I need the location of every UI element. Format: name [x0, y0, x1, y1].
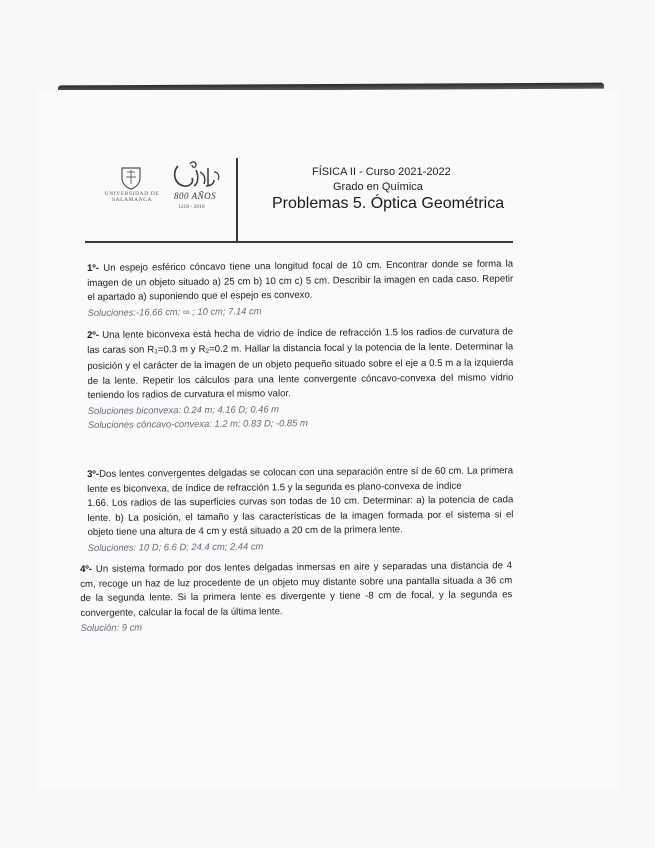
problem-3-statement-continued: 1.66. Los radios de las superficies curvas son todas de 10 cm. Determinar: a) la potencia de cada lente. b) La posición, el tamaño y las características de la imagen formada por el sistema si el objeto tiene una altura de 4 cm y está situado a 20 cm de la primera lente. — [87, 494, 514, 538]
problem-number: 4º- — [80, 563, 93, 575]
problem-text-part-a: Una lente biconvexa está hecha de vidrio de índice de refracción 1.5 los radios de curvatura de las caras son R — [87, 326, 514, 356]
problem-2-statement — [87, 325, 514, 403]
problem-4-statement — [80, 559, 512, 621]
problem-3-statement — [87, 464, 513, 497]
problem-4-solution: Solución: 9 cm — [80, 621, 143, 633]
course-title: FÍSICA II - Curso 2021-2022 — [312, 166, 451, 178]
anniversary-text: 800 AÑOS — [174, 191, 217, 201]
problem-1 — [87, 258, 514, 320]
header-vertical-divider — [236, 158, 238, 242]
anniversary-logo — [170, 160, 232, 220]
problem-2-solution-concave-convex: Soluciones cóncavo-convexa: 1.2 m; 0.83 D; -0.85 m — [87, 417, 308, 430]
problem-text-part-c: =0.2 m. Hallar la distancia focal y la potencia de la lente. Determinar la posición y el carácter de la imagen de un objeto pequeño situado sobre el eje a 0.5 m a la izquierda de la lente. Repetir los cálculos para una lente convergente cóncavo-convexa del mismo vidrio teniendo los radios de curvatura el mismo valor. — [87, 340, 514, 401]
problem-1-statement — [87, 258, 513, 306]
problem-4 — [80, 559, 513, 635]
header-horizontal-divider — [85, 241, 513, 243]
anniversary-emblem-icon — [170, 160, 232, 192]
university-seal-icon — [118, 166, 144, 190]
page-title: Problemas 5. Óptica Geométrica — [272, 195, 505, 212]
problem-3-solution: Soluciones: 10 D; 6.6 D; 24.4 cm; 2.44 cm — [87, 539, 264, 553]
anniversary-years: 1218 - 2018 — [178, 204, 205, 210]
problem-3 — [87, 464, 514, 555]
problem-1-solution: Soluciones:-16.66 cm; ∞ ; 10 cm; 7.14 cm — [87, 304, 262, 318]
problem-text: Un sistema formado por dos lentes delgadas inmersas en aire y separadas una distancia de 4 cm, recoge un haz de luz procedente de un objeto muy distante sobre una pantalla situada a 36 cm de la segunda lente. Si la primera lente es divergente y tiene -8 cm de focal, y la segunda es convergente, calcular la focal de la última lente. — [80, 560, 513, 619]
problem-text-part-b: =0.3 m y R — [157, 343, 206, 355]
r2-subscript: 2 — [205, 347, 210, 355]
university-logo — [96, 166, 176, 226]
r1-subscript: 1 — [154, 347, 158, 355]
degree-title: Grado en Química — [333, 181, 423, 193]
problem-number: 2º- — [87, 329, 100, 341]
problem-text: Dos lentes convergentes delgadas se colocan con una separación entre sí de 60 cm. La primera lente es biconvexa, de índice de refracción 1.5 y la segunda es plano-convexa de índice — [87, 465, 514, 495]
problem-2-solution-biconvex: Soluciones biconvexa: 0.24 m; 4.16 D; 0.46 m — [87, 402, 280, 416]
problem-text: Un espejo esférico cóncavo tiene una longitud focal de 10 cm. Encontrar donde se forma la imagen de un objeto situado a) 25 cm b) 10 cm c) 5 cm. Describir la imagen en cada caso. Repetir el apartado a) suponiendo que el espejo es convexo. — [87, 258, 514, 303]
problem-2 — [87, 325, 514, 432]
problem-number: 3º- — [87, 468, 100, 480]
problem-number: 1º- — [87, 262, 100, 274]
university-name: UNIVERSIDAD DE SALAMANCA — [104, 191, 160, 203]
